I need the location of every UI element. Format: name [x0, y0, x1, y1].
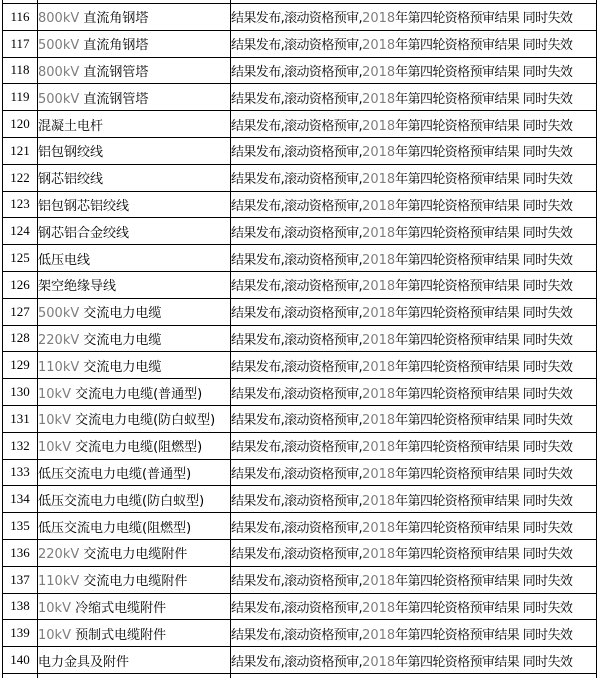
status-cell: [231, 459, 597, 486]
status-suffix-text: 年第四轮资格预审结果 同时失效: [395, 493, 573, 509]
row-number-cell: 120: [3, 111, 38, 138]
status-suffix-text: 年第四轮资格预审结果 同时失效: [395, 198, 573, 214]
status-cell: [231, 513, 597, 540]
table-row: [3, 432, 597, 459]
status-text: 结果发布,滚动资格预审,: [231, 198, 363, 214]
table-row: [3, 405, 597, 432]
voltage-prefix: 500kV: [38, 38, 80, 54]
status-suffix-text: 年第四轮资格预审结果 同时失效: [395, 11, 573, 27]
status-cell: [231, 111, 597, 138]
status-cell: [231, 30, 597, 57]
item-name-cell: 铝包钢芯铝绞线: [38, 191, 231, 218]
status-suffix-text: 年第四轮资格预审结果 同时失效: [395, 386, 573, 402]
item-name-cell: 铝包钢绞线: [38, 137, 231, 164]
status-cell: [231, 593, 597, 620]
status-suffix-text: 年第四轮资格预审结果 同时失效: [395, 64, 573, 80]
status-cell: [231, 164, 597, 191]
status-cell: [231, 325, 597, 352]
status-year: 2018: [362, 627, 396, 643]
status-cell: [231, 137, 597, 164]
row-number-cell: 136: [3, 539, 38, 566]
status-year: 2018: [362, 520, 396, 536]
table-row: [3, 218, 597, 245]
status-suffix-text: 年第四轮资格预审结果 同时失效: [395, 547, 573, 563]
voltage-prefix: 800kV: [38, 11, 80, 27]
row-number-cell: 125: [3, 245, 38, 272]
row-number-cell: 127: [3, 298, 38, 325]
status-cell: [231, 4, 597, 31]
row-number-cell: 129: [3, 352, 38, 379]
table-row: [3, 137, 597, 164]
item-name-cell: 110kV 交流电力电缆: [38, 352, 231, 379]
table-row: [3, 30, 597, 57]
item-name-cell: 800kV 直流角钢塔: [38, 4, 231, 31]
status-suffix-text: 年第四轮资格预审结果 同时失效: [395, 574, 573, 590]
voltage-prefix: 10kV: [38, 386, 71, 402]
status-suffix-text: 年第四轮资格预审结果 同时失效: [395, 466, 573, 482]
status-cell: [231, 218, 597, 245]
row-number-cell: 121: [3, 137, 38, 164]
item-name-cell: 低压交流电力电缆(防白蚁型): [38, 486, 231, 513]
voltage-prefix: 500kV: [38, 91, 80, 107]
status-year: 2018: [362, 574, 396, 590]
status-cell: [231, 379, 597, 406]
row-number-cell: 128: [3, 325, 38, 352]
table-row: [3, 379, 597, 406]
item-name-cell: 10kV 冷缩式电缆附件: [38, 593, 231, 620]
row-number-cell: 126: [3, 271, 38, 298]
status-suffix-text: 年第四轮资格预审结果 同时失效: [395, 413, 573, 429]
item-name-cell: 500kV 直流钢管塔: [38, 84, 231, 111]
status-text: 结果发布,滚动资格预审,: [231, 38, 363, 54]
table-row: [3, 352, 597, 379]
status-year: 2018: [362, 440, 396, 456]
status-cell: [231, 57, 597, 84]
row-number-cell: 138: [3, 593, 38, 620]
voltage-prefix: 220kV: [38, 332, 80, 348]
item-name-cell: 10kV 预制式电缆附件: [38, 620, 231, 647]
status-suffix-text: 年第四轮资格预审结果 同时失效: [395, 654, 573, 670]
status-cell: [231, 486, 597, 513]
status-suffix-text: 年第四轮资格预审结果 同时失效: [395, 306, 573, 322]
prequalification-results-table: [2, 0, 597, 678]
status-text: 结果发布,滚动资格预审,: [231, 466, 363, 482]
table-row: [3, 566, 597, 593]
row-number-cell: 134: [3, 486, 38, 513]
row-number-cell: 117: [3, 30, 38, 57]
status-suffix-text: 年第四轮资格预审结果 同时失效: [395, 627, 573, 643]
status-suffix-text: 年第四轮资格预审结果 同时失效: [395, 600, 573, 616]
table-row: [3, 271, 597, 298]
row-number-cell: 119: [3, 84, 38, 111]
voltage-prefix: 10kV: [38, 440, 71, 456]
status-suffix-text: 年第四轮资格预审结果 同时失效: [395, 145, 573, 161]
clipped-cell: [231, 673, 597, 678]
table-row: [3, 245, 597, 272]
row-number-cell: 130: [3, 379, 38, 406]
voltage-prefix: 10kV: [38, 627, 71, 643]
row-number-cell: 131: [3, 405, 38, 432]
status-cell: [231, 432, 597, 459]
clipped-row-bottom: [3, 673, 597, 678]
status-suffix-text: 年第四轮资格预审结果 同时失效: [395, 225, 573, 241]
status-year: 2018: [362, 386, 396, 402]
item-name-cell: 电力金具及附件: [38, 647, 231, 674]
status-year: 2018: [362, 359, 396, 375]
table-row: [3, 593, 597, 620]
status-text: 结果发布,滚动资格预审,: [231, 600, 363, 616]
status-text: 结果发布,滚动资格预审,: [231, 118, 363, 134]
table-row: [3, 164, 597, 191]
status-year: 2018: [362, 38, 396, 54]
status-text: 结果发布,滚动资格预审,: [231, 225, 363, 241]
status-year: 2018: [362, 413, 396, 429]
status-suffix-text: 年第四轮资格预审结果 同时失效: [395, 279, 573, 295]
row-number-cell: 139: [3, 620, 38, 647]
status-year: 2018: [362, 547, 396, 563]
item-name-cell: 架空绝缘导线: [38, 271, 231, 298]
status-suffix-text: 年第四轮资格预审结果 同时失效: [395, 91, 573, 107]
status-text: 结果发布,滚动资格预审,: [231, 493, 363, 509]
table-row: [3, 486, 597, 513]
status-year: 2018: [362, 198, 396, 214]
status-year: 2018: [362, 172, 396, 188]
status-text: 结果发布,滚动资格预审,: [231, 386, 363, 402]
status-suffix-text: 年第四轮资格预审结果 同时失效: [395, 520, 573, 536]
status-suffix-text: 年第四轮资格预审结果 同时失效: [395, 359, 573, 375]
status-text: 结果发布,滚动资格预审,: [231, 172, 363, 188]
status-suffix-text: 年第四轮资格预审结果 同时失效: [395, 172, 573, 188]
table-row: [3, 325, 597, 352]
status-text: 结果发布,滚动资格预审,: [231, 520, 363, 536]
status-year: 2018: [362, 145, 396, 161]
row-number-cell: 118: [3, 57, 38, 84]
item-name-cell: 钢芯铝绞线: [38, 164, 231, 191]
table-row: [3, 111, 597, 138]
status-year: 2018: [362, 252, 396, 268]
item-name-cell: 低压电线: [38, 245, 231, 272]
status-text: 结果发布,滚动资格预审,: [231, 627, 363, 643]
status-suffix-text: 年第四轮资格预审结果 同时失效: [395, 440, 573, 456]
table-row: [3, 4, 597, 31]
item-name-cell: 110kV 交流电力电缆附件: [38, 566, 231, 593]
status-year: 2018: [362, 64, 396, 80]
status-text: 结果发布,滚动资格预审,: [231, 306, 363, 322]
status-cell: [231, 352, 597, 379]
clipped-cell: [38, 673, 231, 678]
status-text: 结果发布,滚动资格预审,: [231, 64, 363, 80]
table-row: [3, 298, 597, 325]
status-cell: [231, 539, 597, 566]
table-row: [3, 459, 597, 486]
voltage-prefix: 220kV: [38, 547, 80, 563]
status-cell: [231, 84, 597, 111]
status-text: 结果发布,滚动资格预审,: [231, 413, 363, 429]
status-text: 结果发布,滚动资格预审,: [231, 252, 363, 268]
voltage-prefix: 110kV: [38, 359, 80, 375]
item-name-cell: 10kV 交流电力电缆(普通型): [38, 379, 231, 406]
item-name-cell: 220kV 交流电力电缆: [38, 325, 231, 352]
status-text: 结果发布,滚动资格预审,: [231, 547, 363, 563]
voltage-prefix: 500kV: [38, 306, 80, 322]
status-year: 2018: [362, 600, 396, 616]
item-name-cell: 10kV 交流电力电缆(防白蚁型): [38, 405, 231, 432]
status-text: 结果发布,滚动资格预审,: [231, 654, 363, 670]
table-row: [3, 191, 597, 218]
item-name-cell: 低压交流电力电缆(阻燃型): [38, 513, 231, 540]
status-text: 结果发布,滚动资格预审,: [231, 440, 363, 456]
status-cell: [231, 271, 597, 298]
status-text: 结果发布,滚动资格预审,: [231, 574, 363, 590]
item-name-cell: 混凝土电杆: [38, 111, 231, 138]
status-text: 结果发布,滚动资格预审,: [231, 91, 363, 107]
status-text: 结果发布,滚动资格预审,: [231, 11, 363, 27]
status-year: 2018: [362, 11, 396, 27]
voltage-prefix: 800kV: [38, 64, 80, 80]
status-cell: [231, 405, 597, 432]
row-number-cell: 132: [3, 432, 38, 459]
status-year: 2018: [362, 466, 396, 482]
row-number-cell: 122: [3, 164, 38, 191]
item-name-cell: 500kV 直流角钢塔: [38, 30, 231, 57]
voltage-prefix: 10kV: [38, 600, 71, 616]
table-row: [3, 57, 597, 84]
table-row: [3, 84, 597, 111]
status-year: 2018: [362, 118, 396, 134]
status-suffix-text: 年第四轮资格预审结果 同时失效: [395, 252, 573, 268]
status-suffix-text: 年第四轮资格预审结果 同时失效: [395, 118, 573, 134]
status-cell: [231, 191, 597, 218]
status-cell: [231, 566, 597, 593]
table-row: [3, 647, 597, 674]
row-number-cell: 137: [3, 566, 38, 593]
status-suffix-text: 年第四轮资格预审结果 同时失效: [395, 38, 573, 54]
row-number-cell: 116: [3, 4, 38, 31]
voltage-prefix: 110kV: [38, 574, 80, 590]
item-name-cell: 10kV 交流电力电缆(阻燃型): [38, 432, 231, 459]
status-cell: [231, 298, 597, 325]
status-text: 结果发布,滚动资格预审,: [231, 145, 363, 161]
row-number-cell: 124: [3, 218, 38, 245]
table-row: [3, 513, 597, 540]
row-number-cell: 123: [3, 191, 38, 218]
item-name-cell: 钢芯铝合金绞线: [38, 218, 231, 245]
status-text: 结果发布,滚动资格预审,: [231, 279, 363, 295]
item-name-cell: 低压交流电力电缆(普通型): [38, 459, 231, 486]
status-cell: [231, 245, 597, 272]
row-number-cell: 135: [3, 513, 38, 540]
status-suffix-text: 年第四轮资格预审结果 同时失效: [395, 332, 573, 348]
item-name-cell: 220kV 交流电力电缆附件: [38, 539, 231, 566]
status-year: 2018: [362, 332, 396, 348]
voltage-prefix: 10kV: [38, 413, 71, 429]
status-cell: [231, 647, 597, 674]
status-year: 2018: [362, 306, 396, 322]
table-row: [3, 539, 597, 566]
status-cell: [231, 620, 597, 647]
status-text: 结果发布,滚动资格预审,: [231, 332, 363, 348]
row-number-cell: 133: [3, 459, 38, 486]
status-year: 2018: [362, 91, 396, 107]
row-number-cell: 140: [3, 647, 38, 674]
status-year: 2018: [362, 654, 396, 670]
table-row: [3, 620, 597, 647]
status-year: 2018: [362, 493, 396, 509]
status-year: 2018: [362, 279, 396, 295]
status-year: 2018: [362, 225, 396, 241]
item-name-cell: 500kV 交流电力电缆: [38, 298, 231, 325]
clipped-cell: [3, 673, 38, 678]
item-name-cell: 800kV 直流钢管塔: [38, 57, 231, 84]
status-text: 结果发布,滚动资格预审,: [231, 359, 363, 375]
